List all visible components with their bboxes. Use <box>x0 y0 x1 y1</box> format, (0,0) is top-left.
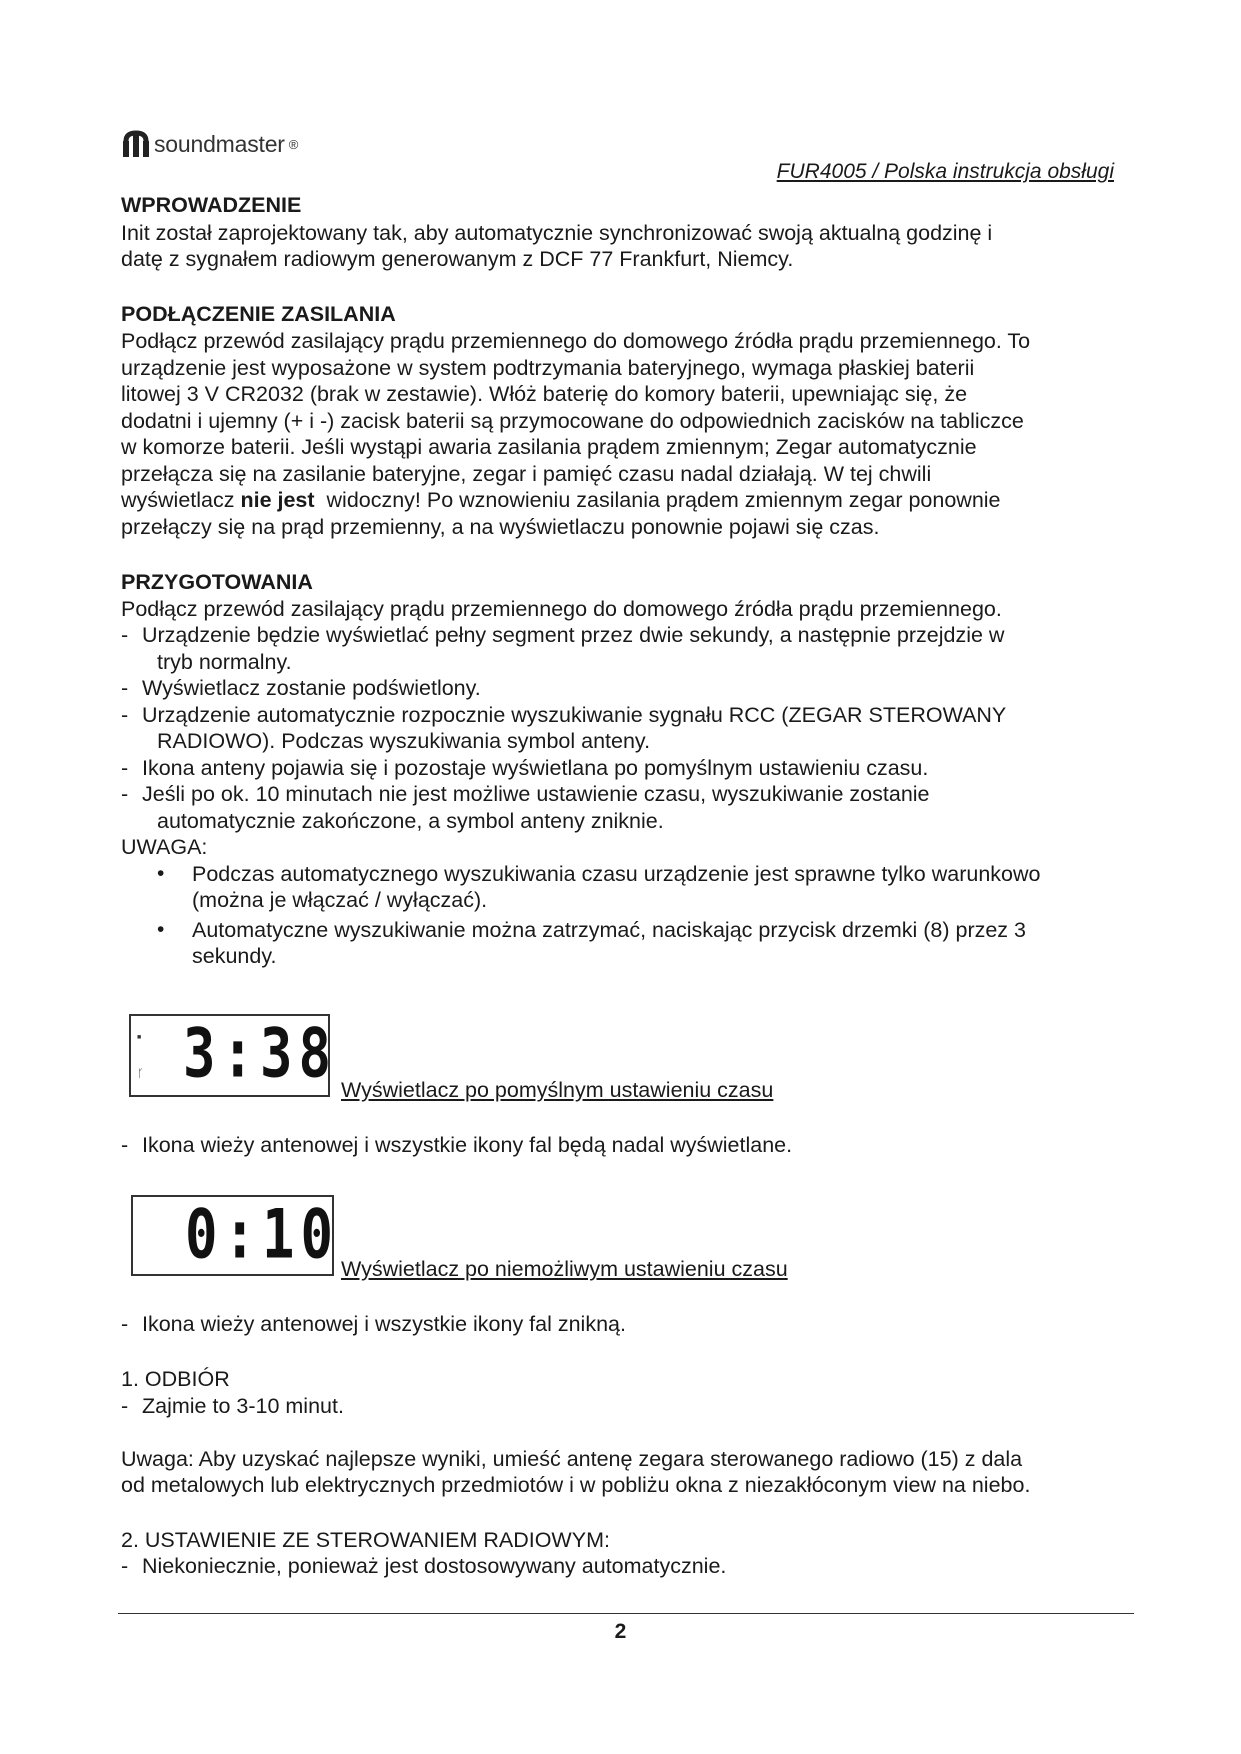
dash-marker: - <box>121 1554 129 1578</box>
remark-line-2: od metalowych lub elektrycznych przedmiotów i w pobliżu okna z niezakłóconym view na niebo. <box>121 1473 1031 1497</box>
intro-line-2: datę z sygnałem radiowym generowanym z DCF 77 Frankfurt, Niemcy. <box>121 247 794 271</box>
power-emphasis: nie jest <box>240 488 315 512</box>
dash-marker: - <box>121 1394 129 1418</box>
footer-divider <box>118 1613 1134 1614</box>
power-line-2: urządzenie jest wyposażone w system podtrzymania bateryjnego, wymaga płaskiej baterii <box>121 356 975 380</box>
power-line-7-end: widoczny! Po wznowieniu zasilania prądem zmiennym zegar ponownie <box>314 488 1001 512</box>
power-line-4: dodatni i ujemny (+ i -) zacisk baterii są przymocowane do odpowiednich zacisków na tabliczce <box>121 409 1024 433</box>
note-bullet-1-text: Podczas automatycznego wyszukiwania czasu urządzenie jest sprawne tylko warunkowo <box>192 862 1041 886</box>
prep-item-1-cont: tryb normalny. <box>157 650 292 674</box>
soundmaster-logo-icon <box>121 129 151 159</box>
caption-failure: Wyświetlacz po niemożliwym ustawieniu czasu <box>341 1257 788 1281</box>
prep-item-1-text: Urządzenie będzie wyświetlać pełny segment przez dwie sekundy, a następnie przejdzie w <box>142 623 1005 647</box>
power-line-7 <box>121 487 1001 514</box>
power-heading: PODŁĄCZENIE ZASILANIA <box>121 302 396 326</box>
reception-item-text: Zajmie to 3-10 minut. <box>142 1394 344 1418</box>
power-line-7-start: wyświetlacz <box>121 488 241 512</box>
dash-marker: - <box>121 782 129 806</box>
power-line-3: litowej 3 V CR2032 (brak w zestawie). Włóż baterię do komory baterii, upewniając się, że <box>121 382 968 406</box>
lcd-time-failure: 0:10 <box>185 1195 340 1274</box>
note-bullet-2-text: Automatyczne wyszukiwanie można zatrzymać, naciskając przycisk drzemki (8) przez 3 <box>192 918 1026 942</box>
brand-logo <box>121 127 298 161</box>
pm-indicator-icon: ■ <box>137 1034 142 1041</box>
lcd-display-failure <box>131 1195 340 1276</box>
dash-marker: - <box>121 703 129 727</box>
prep-item-5-cont: automatycznie zakończone, a symbol anteny zniknie. <box>157 809 664 833</box>
registered-mark: ® <box>288 136 299 152</box>
display2-note-text: Ikona wieży antenowej i wszystkie ikony fal znikną. <box>142 1312 626 1336</box>
power-line-5: w komorze baterii. Jeśli wystąpi awaria zasilania prądem zmiennym; Zegar automatycznie <box>121 435 977 459</box>
dash-marker: - <box>121 756 129 780</box>
lcd-display-success <box>129 1014 338 1097</box>
note-bullet-2-cont: sekundy. <box>192 944 277 968</box>
intro-line-1: Init został zaprojektowany tak, aby automatycznie synchronizować swoją aktualną godzinę i <box>121 221 993 245</box>
dash-marker: - <box>121 623 129 647</box>
display1-note-text: Ikona wieży antenowej i wszystkie ikony fal będą nadal wyświetlane. <box>142 1133 793 1157</box>
prep-item-3-text: Urządzenie automatycznie rozpocznie wyszukiwanie sygnału RCC (ZEGAR STEROWANY <box>142 703 1007 727</box>
brand-name: soundmaster <box>154 130 285 157</box>
antenna-icon: ᚴ <box>137 1068 144 1080</box>
bullet-marker: • <box>157 918 165 941</box>
prep-item-4-text: Ikona anteny pojawia się i pozostaje wyświetlana po pomyślnym ustawieniu czasu. <box>142 756 929 780</box>
radio-setting-heading: 2. USTAWIENIE ZE STEROWANIEM RADIOWYM: <box>121 1528 610 1552</box>
intro-heading: WPROWADZENIE <box>121 193 302 217</box>
dash-marker: - <box>121 676 129 700</box>
dash-marker: - <box>121 1312 129 1336</box>
radio-setting-item-text: Niekoniecznie, ponieważ jest dostosowywany automatycznie. <box>142 1554 727 1578</box>
power-line-1: Podłącz przewód zasilający prądu przemiennego do domowego źródła prądu przemiennego. To <box>121 329 1031 353</box>
reception-heading: 1. ODBIÓR <box>121 1367 230 1391</box>
document-title: FUR4005 / Polska instrukcja obsługi <box>776 160 1114 183</box>
caption-success: Wyświetlacz po pomyślnym ustawieniu czasu <box>341 1078 774 1102</box>
dash-marker: - <box>121 1133 129 1157</box>
prep-item-3-cont: RADIOWO). Podczas wyszukiwania symbol anteny. <box>157 729 651 753</box>
prep-heading: PRZYGOTOWANIA <box>121 570 313 594</box>
note-label: UWAGA: <box>121 835 208 859</box>
remark-line-1: Uwaga: Aby uzyskać najlepsze wyniki, umieść antenę zegara sterowanego radiowo (15) z dala <box>121 1447 1023 1471</box>
prep-item-5-text: Jeśli po ok. 10 minutach nie jest możliwe ustawienie czasu, wyszukiwanie zostanie <box>142 782 930 806</box>
power-line-8: przełączy się na prąd przemienny, a na wyświetlaczu ponownie pojawi się czas. <box>121 515 880 539</box>
prep-item-2-text: Wyświetlacz zostanie podświetlony. <box>142 676 481 700</box>
lcd-time-success: 3:38 <box>183 1014 338 1093</box>
prep-intro: Podłącz przewód zasilający prądu przemiennego do domowego źródła prądu przemiennego. <box>121 597 1002 621</box>
page-number: 2 <box>614 1620 627 1643</box>
note-bullet-1-cont: (można je włączać / wyłączać). <box>192 888 488 912</box>
bullet-marker: • <box>157 862 165 885</box>
power-line-6: przełącza się na zasilanie bateryjne, zegar i pamięć czasu nadal działają. W tej chwili <box>121 462 932 486</box>
